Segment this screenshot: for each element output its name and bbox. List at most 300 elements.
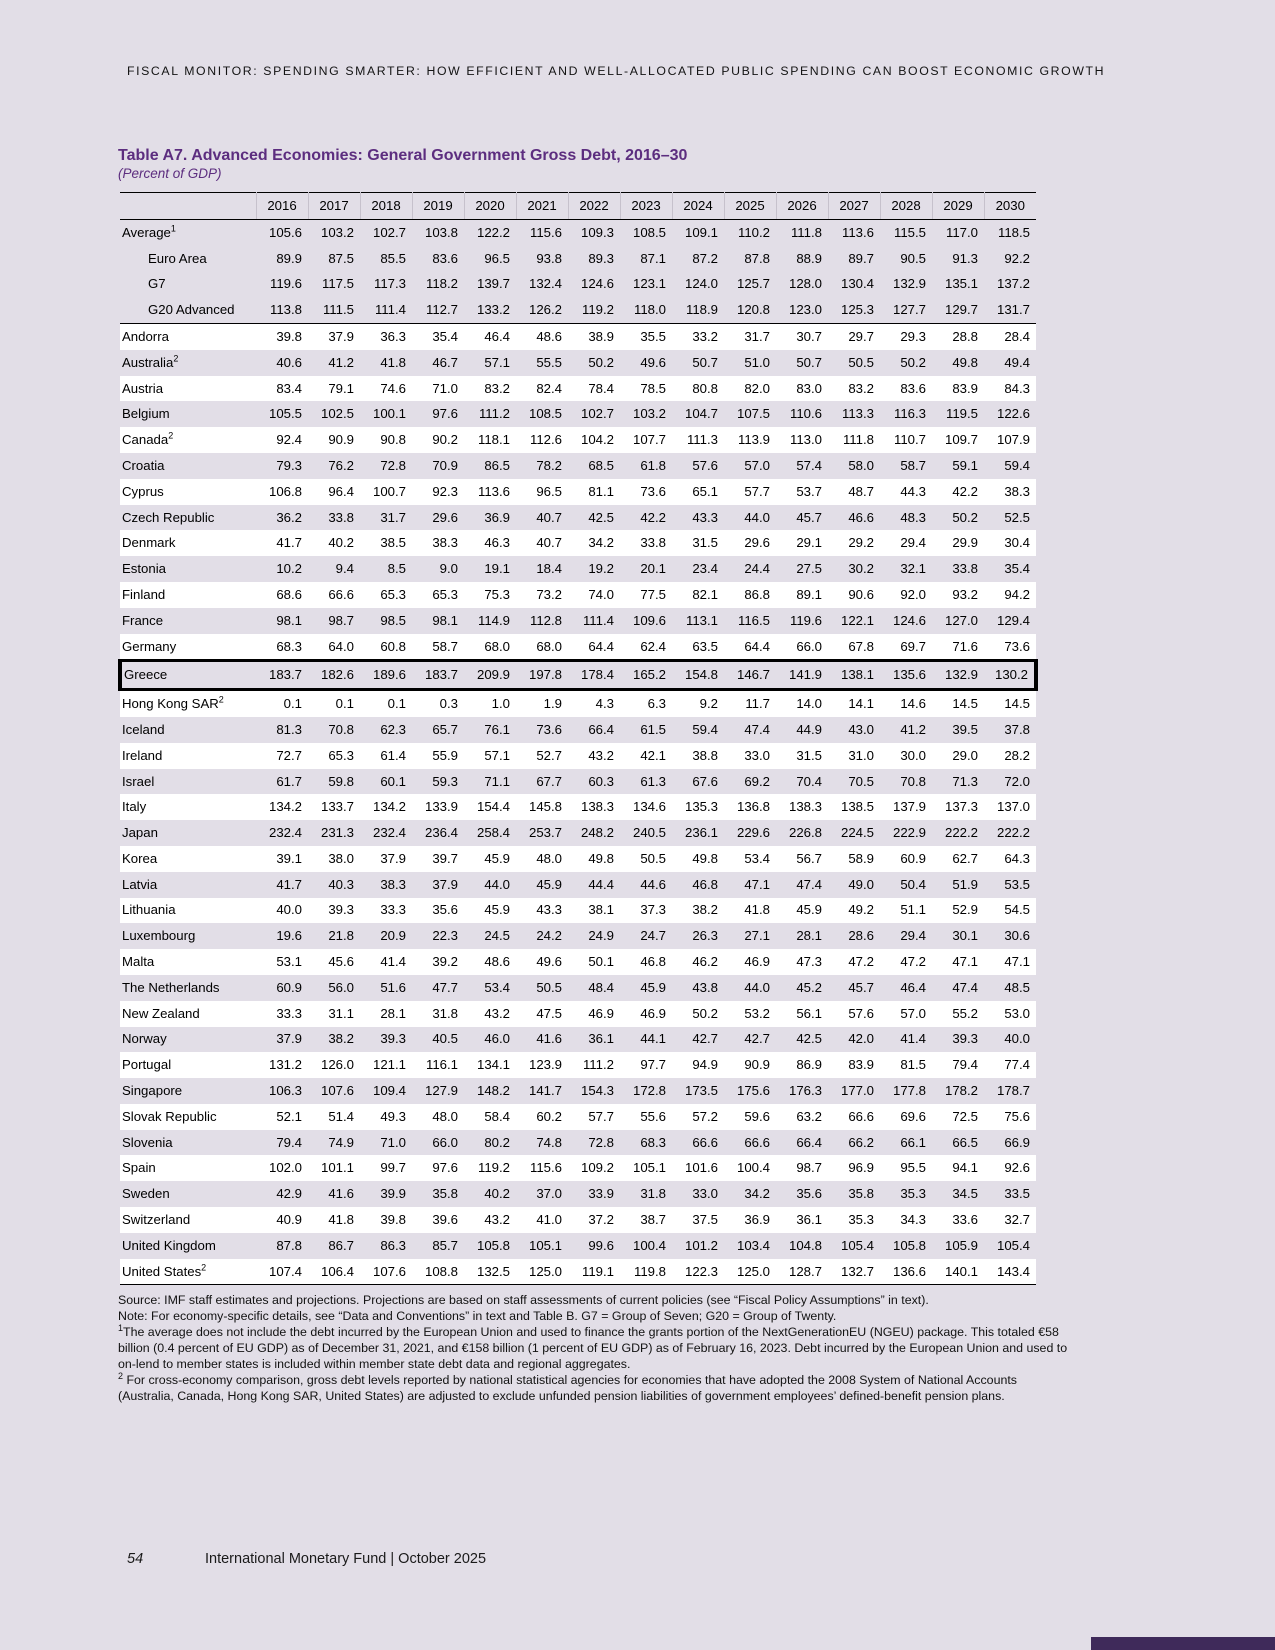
cell: 40.3: [328, 876, 354, 892]
page-number: 54: [127, 1551, 144, 1567]
cell: 83.2: [484, 380, 510, 396]
cell: 39.9: [380, 1186, 406, 1202]
cell: 70.9: [432, 457, 458, 473]
cell: 6.3: [647, 696, 666, 712]
row-label: Euro Area: [148, 250, 207, 266]
cell: 50.2: [692, 1005, 718, 1021]
cell: 54.5: [1004, 902, 1030, 918]
cell: 53.4: [744, 850, 770, 866]
cell: 36.3: [380, 328, 406, 344]
cell: 72.5: [952, 1108, 978, 1124]
cell: 42.5: [588, 509, 614, 525]
cell: 154.8: [672, 661, 724, 690]
cell: 37.9: [276, 1031, 302, 1047]
cell: 51.6: [380, 979, 406, 995]
cell: 90.2: [432, 432, 458, 448]
cell: 31.1: [328, 1005, 354, 1021]
cell: 102.7: [580, 406, 614, 422]
row-label: Hong Kong SAR$^2$: [122, 694, 224, 712]
cell: 47.1: [744, 876, 770, 892]
cell: 9.0: [439, 561, 458, 577]
cell: 24.7: [640, 928, 666, 944]
cell: 33.5: [1004, 1186, 1030, 1202]
cell: 35.6: [432, 902, 458, 918]
cell: 28.6: [848, 928, 874, 944]
cell: 38.3: [1004, 483, 1030, 499]
cell: 107.4: [256, 1259, 308, 1285]
cell: 45.9: [640, 979, 666, 995]
table-row: [120, 898, 1036, 924]
cell: 38.1: [588, 902, 614, 918]
cell: 42.2: [952, 483, 978, 499]
cell: 89.3: [588, 250, 614, 266]
cell: 222.2: [996, 825, 1030, 841]
cell: 58.7: [432, 638, 458, 654]
table-row: [120, 427, 1036, 453]
row-label: Israel: [122, 773, 155, 789]
cell: 75.3: [484, 586, 510, 602]
cell: 20.1: [640, 561, 666, 577]
cell: 222.9: [892, 825, 926, 841]
cell: 38.5: [380, 535, 406, 551]
cell: 178.2: [944, 1083, 978, 1099]
cell: 39.3: [328, 902, 354, 918]
cell: 128.0: [788, 276, 822, 292]
cell: 49.0: [848, 876, 874, 892]
cell: 197.8: [516, 661, 568, 690]
row-label: Finland: [122, 586, 166, 602]
cell: 39.5: [952, 721, 978, 737]
cell: 111.5: [308, 297, 360, 323]
cell: 105.1: [528, 1237, 562, 1253]
cell: 62.7: [952, 850, 978, 866]
cell: 39.8: [276, 328, 302, 344]
cell: 102.0: [268, 1160, 302, 1176]
cell: 36.1: [796, 1212, 822, 1228]
cell: 105.4: [840, 1237, 874, 1253]
cell: 83.2: [848, 380, 874, 396]
cell: 66.1: [900, 1134, 926, 1150]
cell: 0.1: [335, 696, 354, 712]
cell: 137.0: [996, 799, 1030, 815]
cell: 45.7: [796, 509, 822, 525]
cell: 55.5: [536, 354, 562, 370]
cell: 73.2: [536, 586, 562, 602]
table-row: [120, 949, 1036, 975]
cell: 45.6: [328, 954, 354, 970]
cell: 53.1: [276, 954, 302, 970]
cell: 70.4: [796, 773, 822, 789]
cell: 34.3: [900, 1212, 926, 1228]
cell: 36.9: [484, 509, 510, 525]
cell: 135.1: [944, 276, 978, 292]
cell: 224.5: [840, 825, 874, 841]
cell: 47.2: [848, 954, 874, 970]
cell: 55.9: [432, 747, 458, 763]
cell: 47.4: [952, 979, 978, 995]
cell: 57.7: [588, 1108, 614, 1124]
cell: 105.4: [996, 1237, 1030, 1253]
cell: 14.5: [1004, 696, 1030, 712]
cell: 4.3: [595, 696, 614, 712]
cell: 132.9: [932, 661, 984, 690]
cell: 66.6: [328, 586, 354, 602]
cell: 109.3: [580, 224, 614, 240]
cell: 65.1: [692, 483, 718, 499]
cell: 115.6: [529, 224, 562, 240]
page-edge-accent-bar: [1091, 1637, 1275, 1650]
cell: 141.7: [528, 1083, 562, 1099]
table-row: [120, 923, 1036, 949]
cell: 93.2: [952, 586, 978, 602]
cell: 101.1: [320, 1160, 354, 1176]
cell: 35.6: [796, 1186, 822, 1202]
cell: 113.6: [477, 483, 510, 499]
cell: 29.1: [796, 535, 822, 551]
cell: 38.8: [692, 747, 718, 763]
debt-table: [118, 192, 1038, 1285]
cell: 24.4: [744, 561, 770, 577]
table-row: [120, 743, 1036, 769]
cell: 23.4: [692, 561, 718, 577]
cell: 10.2: [276, 561, 302, 577]
cell: 66.5: [952, 1134, 978, 1150]
cell: 79.3: [276, 457, 302, 473]
cell: 138.5: [840, 799, 874, 815]
cell: 131.7: [984, 297, 1036, 323]
cell: 112.8: [529, 612, 562, 628]
cell: 133.2: [464, 297, 516, 323]
cell: 189.6: [360, 661, 412, 690]
cell: 44.4: [588, 876, 614, 892]
cell: 48.0: [536, 850, 562, 866]
cell: 36.2: [276, 509, 302, 525]
cell: 35.3: [848, 1212, 874, 1228]
cell: 29.7: [848, 328, 874, 344]
cell: 110.7: [893, 432, 926, 448]
cell: 132.5: [464, 1259, 516, 1285]
cell: 121.1: [372, 1057, 406, 1073]
cell: 40.2: [328, 535, 354, 551]
cell: 18.4: [536, 561, 562, 577]
cell: 137.2: [996, 276, 1030, 292]
cell: 74.6: [380, 380, 406, 396]
cell: 70.8: [900, 773, 926, 789]
cell: 67.6: [692, 773, 718, 789]
cell: 236.4: [424, 825, 458, 841]
cell: 62.3: [380, 721, 406, 737]
cell: 51.0: [744, 354, 770, 370]
cell: 111.8: [790, 224, 822, 240]
cell: 29.4: [900, 928, 926, 944]
cell: 42.2: [640, 509, 666, 525]
cell: 52.7: [536, 747, 562, 763]
cell: 57.6: [692, 457, 718, 473]
cell: 79.1: [328, 380, 354, 396]
cell: 73.6: [536, 721, 562, 737]
cell: 24.5: [484, 928, 510, 944]
cell: 38.3: [380, 876, 406, 892]
cell: 105.1: [632, 1160, 666, 1176]
cell: 39.2: [432, 954, 458, 970]
cell: 105.8: [476, 1237, 510, 1253]
row-label: Korea: [122, 850, 158, 866]
cell: 60.8: [380, 638, 406, 654]
cell: 115.5: [893, 224, 926, 240]
cell: 46.4: [484, 328, 510, 344]
cell: 177.0: [840, 1083, 874, 1099]
cell: 40.0: [1004, 1031, 1030, 1047]
column-header-2026: 2026: [776, 193, 828, 220]
cell: 81.5: [900, 1057, 926, 1073]
cell: 154.4: [476, 799, 510, 815]
cell: 138.3: [580, 799, 614, 815]
cell: 30.6: [1004, 928, 1030, 944]
table-row: [120, 975, 1036, 1001]
cell: 146.7: [724, 661, 776, 690]
cell: 52.5: [1004, 509, 1030, 525]
cell: 37.5: [692, 1212, 718, 1228]
cell: 60.1: [380, 773, 406, 789]
cell: 47.4: [796, 876, 822, 892]
cell: 49.4: [1004, 354, 1030, 370]
cell: 97.7: [640, 1057, 666, 1073]
cell: 29.6: [432, 509, 458, 525]
row-label: United States$^2$: [120, 1259, 256, 1285]
cell: 65.3: [432, 586, 458, 602]
cell: 104.2: [580, 432, 614, 448]
cell: 0.3: [439, 696, 458, 712]
cell: 90.6: [848, 586, 874, 602]
table-row: [120, 1027, 1036, 1053]
cell: 48.3: [900, 509, 926, 525]
cell: 127.7: [880, 297, 932, 323]
cell: 140.1: [932, 1259, 984, 1285]
cell: 35.8: [432, 1186, 458, 1202]
cell: 47.1: [952, 954, 978, 970]
cell: 28.4: [1004, 328, 1030, 344]
cell: 99.6: [588, 1237, 614, 1253]
running-head: FISCAL MONITOR: SPENDING SMARTER: HOW EFFICIENT AND WELL-ALLOCATED PUBLIC SPENDING CAN BOOST ECONOMIC GROWTH: [127, 64, 1106, 78]
cell: 106.8: [268, 483, 302, 499]
cell: 132.7: [828, 1259, 880, 1285]
cell: 113.8: [256, 297, 308, 323]
cell: 56.7: [796, 850, 822, 866]
row-label: Cyprus: [122, 483, 164, 499]
cell: 33.2: [692, 328, 718, 344]
table-row: [120, 1155, 1036, 1181]
cell: 36.9: [744, 1212, 770, 1228]
table-row: [120, 297, 1036, 323]
cell: 41.6: [536, 1031, 562, 1047]
cell: 139.7: [476, 276, 510, 292]
cell: 176.3: [788, 1083, 822, 1099]
cell: 29.6: [744, 535, 770, 551]
footnote: Note: For economy-specific details, see “Data and Conventions” in text and Table B. G7 = Group of Seven; G20 = Group of Twenty.: [118, 1309, 837, 1324]
cell: 49.8: [692, 850, 718, 866]
cell: 57.1: [484, 747, 510, 763]
cell: 182.6: [308, 661, 360, 690]
cell: 119.5: [945, 406, 978, 422]
cell: 57.7: [744, 483, 770, 499]
row-label: Slovak Republic: [122, 1108, 217, 1124]
table-row: [120, 479, 1036, 505]
cell: 59.8: [328, 773, 354, 789]
cell: 43.3: [536, 902, 562, 918]
row-label: Estonia: [122, 561, 166, 577]
table-row: [120, 1078, 1036, 1104]
cell: 87.5: [328, 250, 354, 266]
row-label: Czech Republic: [122, 509, 215, 525]
cell: 64.3: [1004, 850, 1030, 866]
cell: 52.9: [952, 902, 978, 918]
cell: 71.1: [484, 773, 510, 789]
cell: 47.7: [432, 979, 458, 995]
cell: 137.3: [944, 799, 978, 815]
cell: 123.9: [528, 1057, 562, 1073]
cell: 86.9: [796, 1057, 822, 1073]
cell: 27.1: [744, 928, 770, 944]
table-row: [120, 530, 1036, 556]
cell: 50.5: [536, 979, 562, 995]
column-header-2021: 2021: [516, 193, 568, 220]
cell: 145.8: [528, 799, 562, 815]
cell: 177.8: [892, 1083, 926, 1099]
cell: 66.9: [1004, 1134, 1030, 1150]
cell: 183.7: [412, 661, 464, 690]
cell: 66.6: [692, 1134, 718, 1150]
cell: 58.4: [484, 1108, 510, 1124]
cell: 60.3: [588, 773, 614, 789]
cell: 0.1: [387, 696, 406, 712]
cell: 42.7: [692, 1031, 718, 1047]
cell: 40.9: [276, 1212, 302, 1228]
table-row: [120, 872, 1036, 898]
cell: 43.0: [848, 721, 874, 737]
cell: 39.8: [380, 1212, 406, 1228]
cell: 37.3: [640, 902, 666, 918]
cell: 96.5: [536, 483, 562, 499]
cell: 68.0: [484, 638, 510, 654]
row-label: Greece: [120, 661, 256, 690]
cell: 122.1: [840, 612, 874, 628]
cell: 33.0: [692, 1186, 718, 1202]
cell: 51.1: [900, 902, 926, 918]
cell: 19.1: [484, 561, 510, 577]
cell: 20.9: [380, 928, 406, 944]
cell: 33.9: [588, 1186, 614, 1202]
cell: 78.4: [588, 380, 614, 396]
cell: 46.7: [432, 354, 458, 370]
cell: 100.4: [736, 1160, 770, 1176]
cell: 53.4: [484, 979, 510, 995]
cell: 43.2: [588, 747, 614, 763]
cell: 31.0: [848, 747, 874, 763]
cell: 74.9: [328, 1134, 354, 1150]
cell: 89.1: [796, 586, 822, 602]
cell: 104.7: [684, 406, 718, 422]
cell: 68.0: [536, 638, 562, 654]
cell: 117.0: [945, 224, 978, 240]
cell: 51.4: [328, 1108, 354, 1124]
cell: 240.5: [632, 825, 666, 841]
cell: 87.1: [640, 250, 666, 266]
cell: 43.8: [692, 979, 718, 995]
cell: 30.7: [796, 328, 822, 344]
cell: 55.6: [640, 1108, 666, 1124]
cell: 31.8: [640, 1186, 666, 1202]
cell: 47.2: [900, 954, 926, 970]
cell: 132.4: [528, 276, 562, 292]
cell: 35.8: [848, 1186, 874, 1202]
cell: 59.6: [744, 1108, 770, 1124]
cell: 31.5: [692, 535, 718, 551]
cell: 98.5: [380, 612, 406, 628]
cell: 9.2: [699, 696, 718, 712]
cell: 258.4: [476, 825, 510, 841]
column-header-2017: 2017: [308, 193, 360, 220]
cell: 100.7: [372, 483, 406, 499]
cell: 105.6: [268, 224, 302, 240]
row-label: Singapore: [122, 1083, 183, 1099]
cell: 111.2: [478, 406, 510, 422]
cell: 35.4: [1004, 561, 1030, 577]
cell: 46.6: [848, 509, 874, 525]
cell: 46.8: [640, 954, 666, 970]
cell: 40.6: [276, 354, 302, 370]
cell: 41.8: [380, 354, 406, 370]
cell: 66.6: [848, 1108, 874, 1124]
cell: 48.4: [588, 979, 614, 995]
cell: 209.9: [464, 661, 516, 690]
cell: 229.6: [736, 825, 770, 841]
cell: 72.8: [588, 1134, 614, 1150]
cell: 65.3: [380, 586, 406, 602]
row-label: Germany: [122, 638, 177, 654]
cell: 38.7: [640, 1212, 666, 1228]
row-label: Lithuania: [122, 902, 176, 918]
row-label-column-header: [120, 193, 256, 220]
cell: 82.1: [692, 586, 718, 602]
cell: 28.8: [952, 328, 978, 344]
cell: 56.1: [796, 1005, 822, 1021]
cell: 41.7: [276, 876, 302, 892]
cell: 133.7: [320, 799, 354, 815]
cell: 47.5: [536, 1005, 562, 1021]
cell: 11.7: [745, 696, 770, 712]
cell: 41.2: [900, 721, 926, 737]
cell: 86.7: [328, 1237, 354, 1253]
cell: 122.2: [476, 224, 510, 240]
row-label: Spain: [122, 1160, 156, 1176]
cell: 134.1: [476, 1057, 510, 1073]
cell: 28.1: [796, 928, 822, 944]
cell: 92.0: [900, 586, 926, 602]
cell: 111.3: [686, 432, 718, 448]
cell: 49.6: [536, 954, 562, 970]
cell: 113.6: [841, 224, 874, 240]
column-header-2029: 2029: [932, 193, 984, 220]
cell: 42.0: [848, 1031, 874, 1047]
cell: 30.2: [848, 561, 874, 577]
cell: 124.6: [892, 612, 926, 628]
cell: 130.4: [840, 276, 874, 292]
cell: 111.4: [582, 612, 614, 628]
table-row: [120, 246, 1036, 272]
cell: 127.0: [944, 612, 978, 628]
cell: 232.4: [268, 825, 302, 841]
cell: 29.4: [900, 535, 926, 551]
